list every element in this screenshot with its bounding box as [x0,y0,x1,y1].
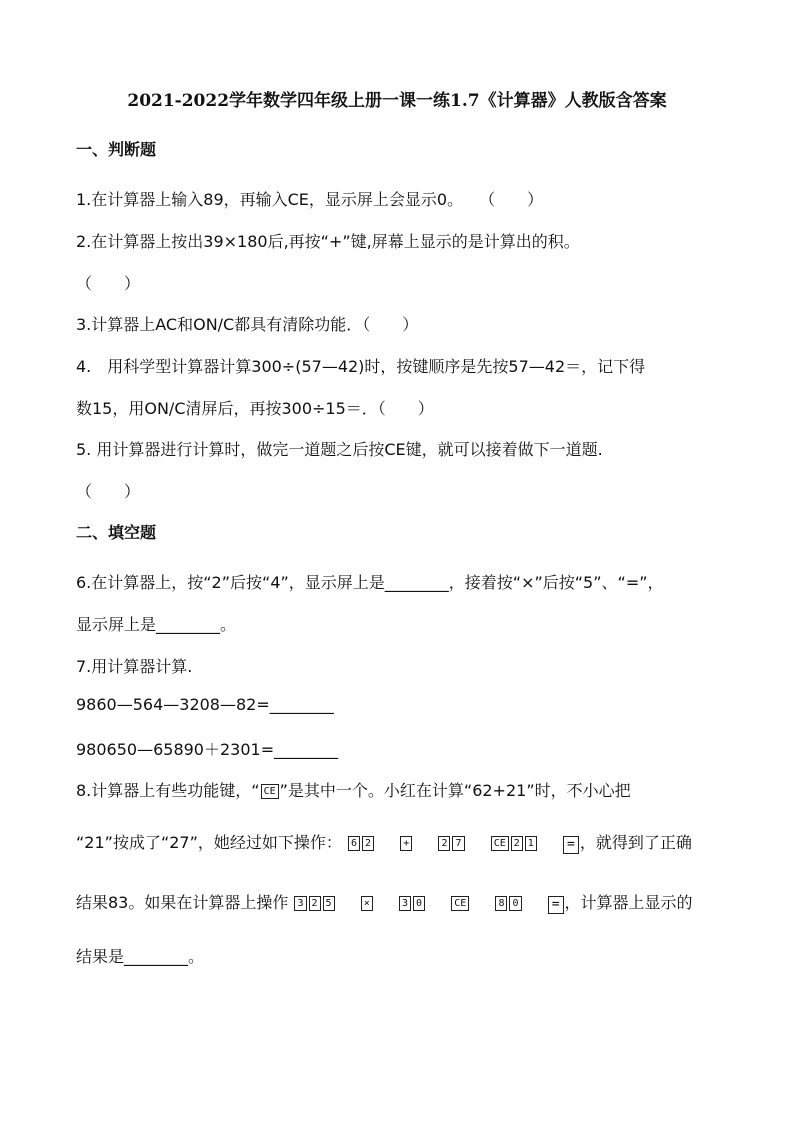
key-ce-icon: CE [451,896,469,911]
question-6-line2: 显示屏上是________。 [76,615,237,634]
question-6-line1: 6.在计算器上，按“2”后按“4”，显示屏上是________，接着按“×”后按“5”、“=”， [76,573,664,592]
q8-line2-post: ，就得到了正确 [579,833,692,852]
key-equals-icon: = [563,836,579,854]
question-4-line2: 数15，用ON/C清屏后，再按300÷15＝．（ ） [76,399,434,418]
question-2-answer-blank: （ ） [76,274,141,293]
question-5-line1: 5. 用计算器进行计算时，做完一道题之后按CE键，就可以接着做下一道题. [76,440,603,459]
question-7-expr-a: 9860—564—3208—82=________ [76,695,334,714]
question-8-line3 [76,890,693,914]
question-7: 7.用计算器计算. [76,657,193,676]
q8-line3-post: ，计算器上显示的 [564,893,693,912]
question-1: 1.在计算器上输入89，再输入CE，显示屏上会显示0。 （ ） [76,190,544,209]
question-5-answer-blank: （ ） [76,482,141,501]
key-5-icon: 5 [323,896,335,911]
key-0-icon: 0 [413,896,425,911]
question-7-expr-b: 980650—65890＋2301=________ [76,740,339,759]
key-1-icon: 1 [525,836,537,851]
key-8-icon: 8 [495,896,507,911]
key-3-icon: 3 [294,896,306,911]
page-title: 2021-2022学年数学四年级上册一课一练1.7《计算器》人教版含答案 [127,91,667,111]
key-6-icon: 6 [348,836,360,851]
ce-key-icon: CE [261,784,279,799]
key-ce-icon: CE [491,836,509,851]
section-heading-fill: 二、填空题 [76,523,157,542]
q8-line1-post: ”是其中一个。小红在计算“62+21”时，不小心把 [279,781,631,800]
question-4-line1: 4. 用科学型计算器计算300÷(57—42)时，按键顺序是先按57—42＝，记下得 [76,357,646,376]
key-2-icon: 2 [362,836,374,851]
question-2: 2.在计算器上按出39×180后,再按“+”键,屏幕上显示的是计算出的积。 [76,232,580,251]
key-3-icon: 3 [399,896,411,911]
key-2-icon: 2 [438,836,450,851]
key-equals-icon: = [548,896,564,914]
key-2-icon: 2 [511,836,523,851]
question-8-line1 [76,778,631,801]
q8-line1-pre: 8.计算器上有些功能键，“ [76,781,260,800]
key-0-icon: 0 [509,896,521,911]
key-2-icon: 2 [309,896,321,911]
key-7-icon: 7 [452,836,464,851]
q8-line3-pre: 结果83。如果在计算器上操作 [76,893,289,912]
question-8-line2 [76,830,692,854]
q8-line2-pre: “21”按成了“27”，她经过如下操作： [76,833,342,852]
key-times-icon: × [361,896,373,911]
key-plus-icon: + [400,836,412,851]
question-8-line4: 结果是________。 [76,947,205,966]
section-heading-judge: 一、判断题 [76,140,157,159]
question-3: 3.计算器上AC和ON/C都具有清除功能．（ ） [76,315,419,334]
